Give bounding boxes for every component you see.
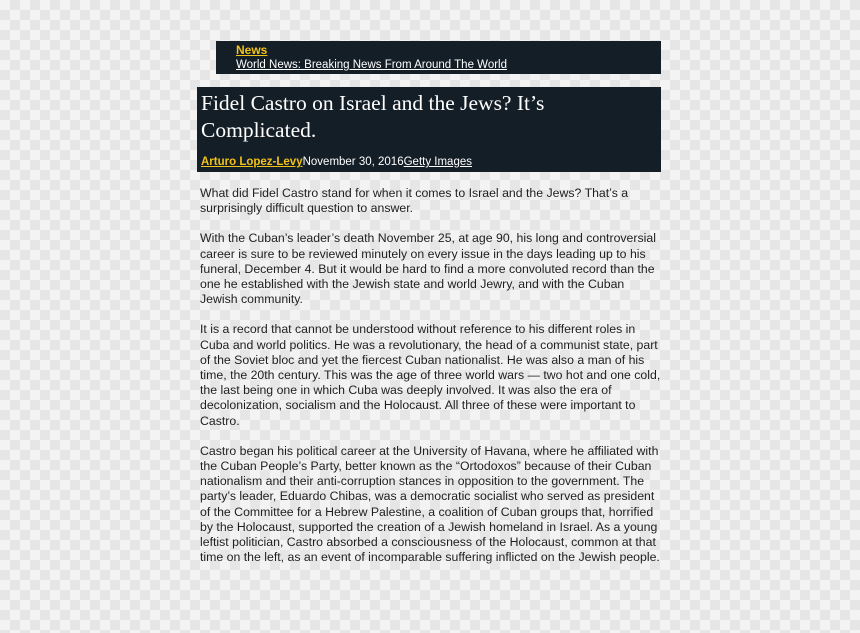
image-credit-link[interactable]: Getty Images bbox=[403, 156, 472, 168]
section-link-news[interactable]: News bbox=[236, 43, 268, 57]
article-body bbox=[200, 186, 662, 580]
section-description-link[interactable]: World News: Breaking News From Around The World bbox=[236, 59, 507, 71]
author-link[interactable]: Arturo Lopez-Levy bbox=[201, 156, 303, 168]
article-paragraph: It is a record that cannot be understood without reference to his different roles in Cuba and world politics. He was a revolutionary, the head of a communist state, part of the Soviet bloc and yet the fiercest Cuban nationalist. He was also a man of his time, the 20th century. This was the age of three world wars — two hot and one cold, the last being one in which Cuba was deeply involved. It was also the era of decolonization, socialism and the Holocaust. All three of these were important to Castro. bbox=[200, 322, 661, 428]
article-paragraph: Castro began his political career at the University of Havana, where he affiliated with the Cuban People’s Party, better known as the “Ortodoxos” because of their Cuban nationalism and their anti-corruption stances in opposition to the government. The party’s leader, Eduardo Chibas, was a democratic socialist who served as president of the Committee for a Hebrew Palestine, a coalition of Cuban groups that, horrified by the Holocaust, supported the creation of a Jewish homeland in Israel. As a young leftist politician, Castro absorbed a consciousness of the Holocaust, common at that time on the left, as an event of incomparable suffering inflicted on the Jewish people. bbox=[200, 443, 660, 565]
publish-date: November 30, 2016 bbox=[302, 156, 404, 168]
article-paragraph: What did Fidel Castro stand for when it comes to Israel and the Jews? That’s a surprisingly difficult question to answer. bbox=[200, 186, 629, 216]
article-title: Fidel Castro on Israel and the Jews? It’s Complicated. bbox=[201, 91, 545, 142]
byline bbox=[201, 156, 472, 168]
article-paragraph: With the Cuban’s leader’s death November 25, at age 90, his long and controversial career is sure to be reviewed minutely on every issue in the days leading up to his funeral, December 4. But it would be hard to find a more convoluted record than the one he established with the Jewish state and world Jewry, and with the Cuban Jewish community. bbox=[200, 231, 656, 307]
headline-block bbox=[197, 87, 661, 172]
section-header bbox=[216, 41, 661, 74]
